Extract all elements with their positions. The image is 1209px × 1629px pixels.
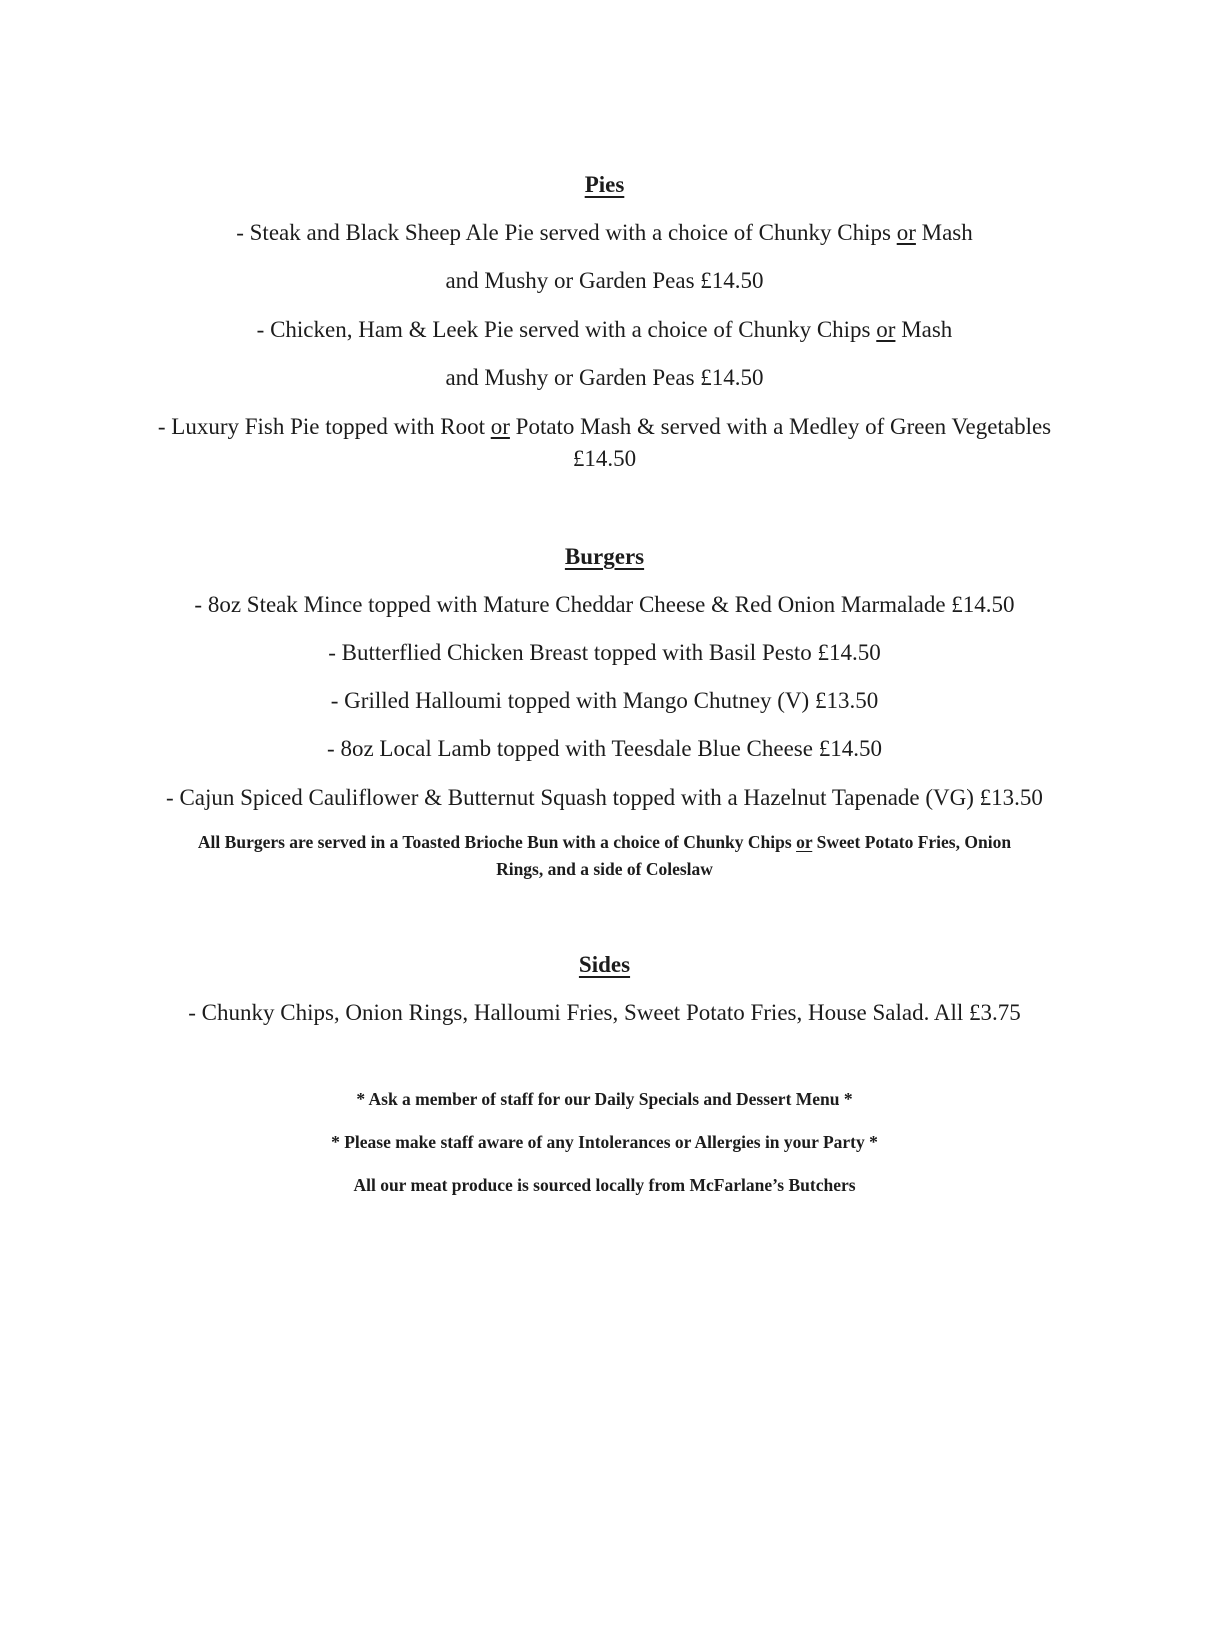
pie-item-steak-text: - Steak and Black Sheep Ale Pie served with a choice of Chunky Chips [236,220,891,245]
burger-item: - Cajun Spiced Cauliflower & Butternut Squash topped with a Hazelnut Tapenade (VG) £13.50 [166,785,1043,810]
pie-item-chicken-text-end: Mash [901,317,953,342]
sides-heading: Sides [578,952,631,977]
pie-item-chicken [0,317,1209,343]
or-word: or [490,414,510,439]
pie-item-steak-line2: and Mushy or Garden Peas £14.50 [445,268,764,293]
pie-item-steak-text-end: Mash [921,220,973,245]
or-word: or [876,317,896,342]
burgers-note-text: All Burgers are served in a Toasted Brioche Bun with a choice of Chunky Chips [197,832,792,852]
pie-item-fish-text-end: Potato Mash & served with a Medley of Green Vegetables [515,414,1052,439]
burgers-note-text-end: Sweet Potato Fries, Onion [816,832,1012,852]
footer-butcher-note: All our meat produce is sourced locally from McFarlane’s Butchers [353,1175,856,1195]
footer-allergies-note: * Please make staff aware of any Intolerances or Allergies in your Party * [331,1132,878,1152]
burgers-heading: Burgers [564,544,645,569]
or-word: or [896,220,916,245]
pie-item-chicken-line2: and Mushy or Garden Peas £14.50 [445,365,764,390]
pie-item-fish [0,414,1209,440]
footer-specials-note: * Ask a member of staff for our Daily Specials and Dessert Menu * [356,1089,853,1109]
pie-item-fish-text: - Luxury Fish Pie topped with Root [157,414,485,439]
burgers-note [0,832,1209,853]
burger-item: - 8oz Steak Mince topped with Mature Cheddar Cheese & Red Onion Marmalade £14.50 [194,592,1015,617]
pies-heading: Pies [584,172,625,197]
burgers-note-line2: Rings, and a side of Coleslaw [496,859,713,879]
burger-item: - Grilled Halloumi topped with Mango Chutney (V) £13.50 [330,688,879,713]
pie-item-steak [0,220,1209,246]
burger-item: - Butterflied Chicken Breast topped with Basil Pesto £14.50 [328,640,881,665]
pie-item-fish-price: £14.50 [572,446,637,471]
sides-item: - Chunky Chips, Onion Rings, Halloumi Fries, Sweet Potato Fries, House Salad. All £3.75 [188,1000,1021,1025]
pie-item-chicken-text: - Chicken, Ham & Leek Pie served with a choice of Chunky Chips [256,317,871,342]
or-word: or [796,832,813,852]
burger-item: - 8oz Local Lamb topped with Teesdale Blue Cheese £14.50 [327,736,882,761]
